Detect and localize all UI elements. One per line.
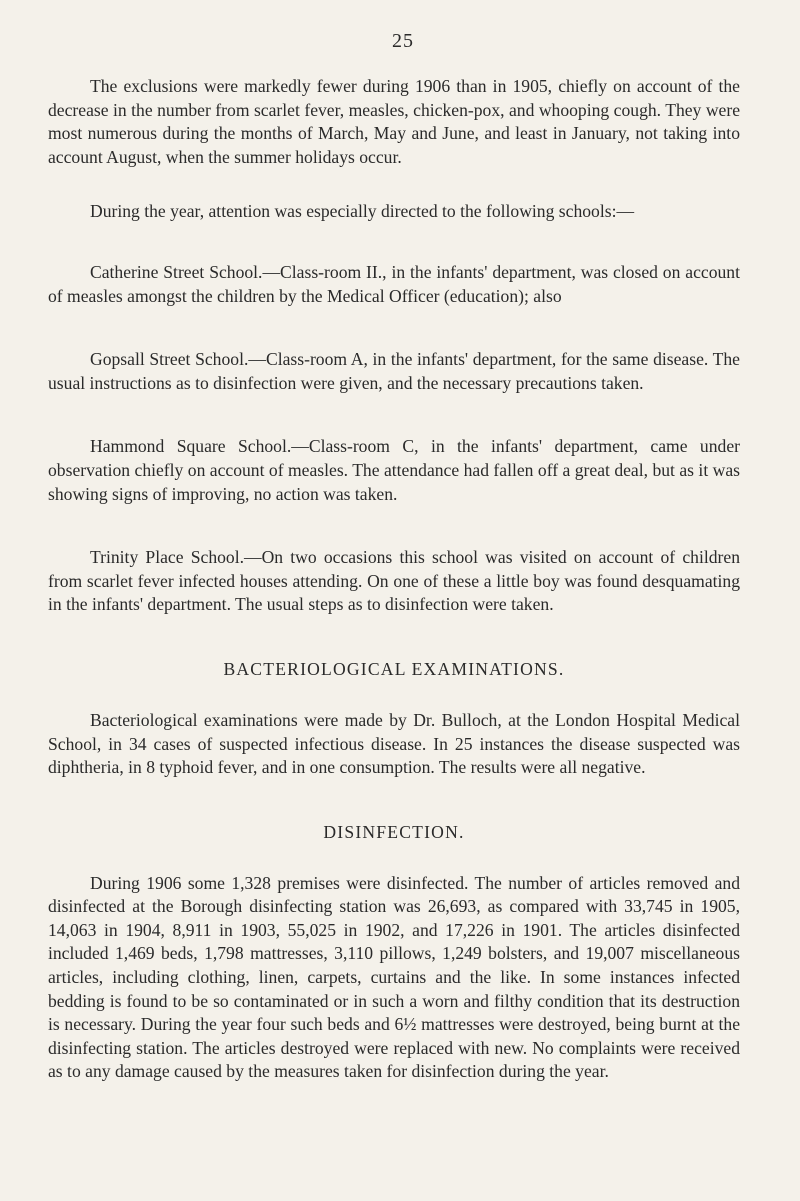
heading-disinfection: DISINFECTION. (323, 821, 465, 842)
paragraph-bacteriological: Bacteriological examinations were made by Dr. Bulloch, at the London Hospital Medical School, in 34 cases of suspected infectious disease. In 25 instances the disease suspected was diphtheria, in 8 typhoid fever, and in one consumption. The results were all negative. (48, 709, 740, 778)
paragraph-attention: During the year, attention was especially directed to the following schools:— (90, 201, 635, 222)
paragraph-disinfection: During 1906 some 1,328 premises were disinfected. The number of articles removed and disinfected at the Borough disinfecting station was 26,693, as compared with 33,745 in 1905, 14,063 in 1904, 8,911 in 1903, 55,025 in 1902, and 17,226 in 1901. The articles disinfected included 1,469 beds, 1,798 mattresses, 3,110 pillows, 1,249 bolsters, and 19,007 miscellaneous articles, including clothing, linen, carpets, curtains and the like. In some instances infected bedding is found to be so contaminated or in such a worn and filthy condition that its destruction is necessary. During the year four such beds and 6½ mattresses were destroyed, being burnt at the disinfecting station. The articles destroyed were replaced with new. No complaints were received as to any damage caused by the measures taken for disinfection during the year. (48, 872, 740, 1082)
heading-bacteriological: BACTERIOLOGICAL EXAMINATIONS. (223, 658, 565, 679)
paragraph-exclusions: The exclusions were markedly fewer during 1906 than in 1905, chiefly on account of the decrease in the number from scarlet fever, measles, chicken-pox, and whooping cough. They were most numerous during the months of March, May and June, and least in January, not taking into account August, when the summer holidays occur. (48, 76, 740, 167)
paragraph-catherine-street: Catherine Street School.—Class-room II., in the infants' department, was closed on account of measles amongst the children by the Medical Officer (education); also (48, 261, 740, 306)
page-number: 25 (392, 30, 414, 52)
paragraph-hammond-square: Hammond Square School.—Class-room C, in the infants' department, came under observation chiefly on account of measles. The attendance had fallen off a great deal, but as it was showing signs of improving, no action was taken. (48, 436, 740, 504)
paragraph-trinity-place: Trinity Place School.—On two occasions this school was visited on account of children from scarlet fever infected houses attending. On one of these a little boy was found desquamating in the infants' department. The usual steps as to disinfection were taken. (48, 547, 740, 615)
paragraph-gopsall-street: Gopsall Street School.—Class-room A, in the infants' department, for the same disease. The usual instructions as to disinfection were given, and the necessary precautions taken. (48, 349, 740, 393)
